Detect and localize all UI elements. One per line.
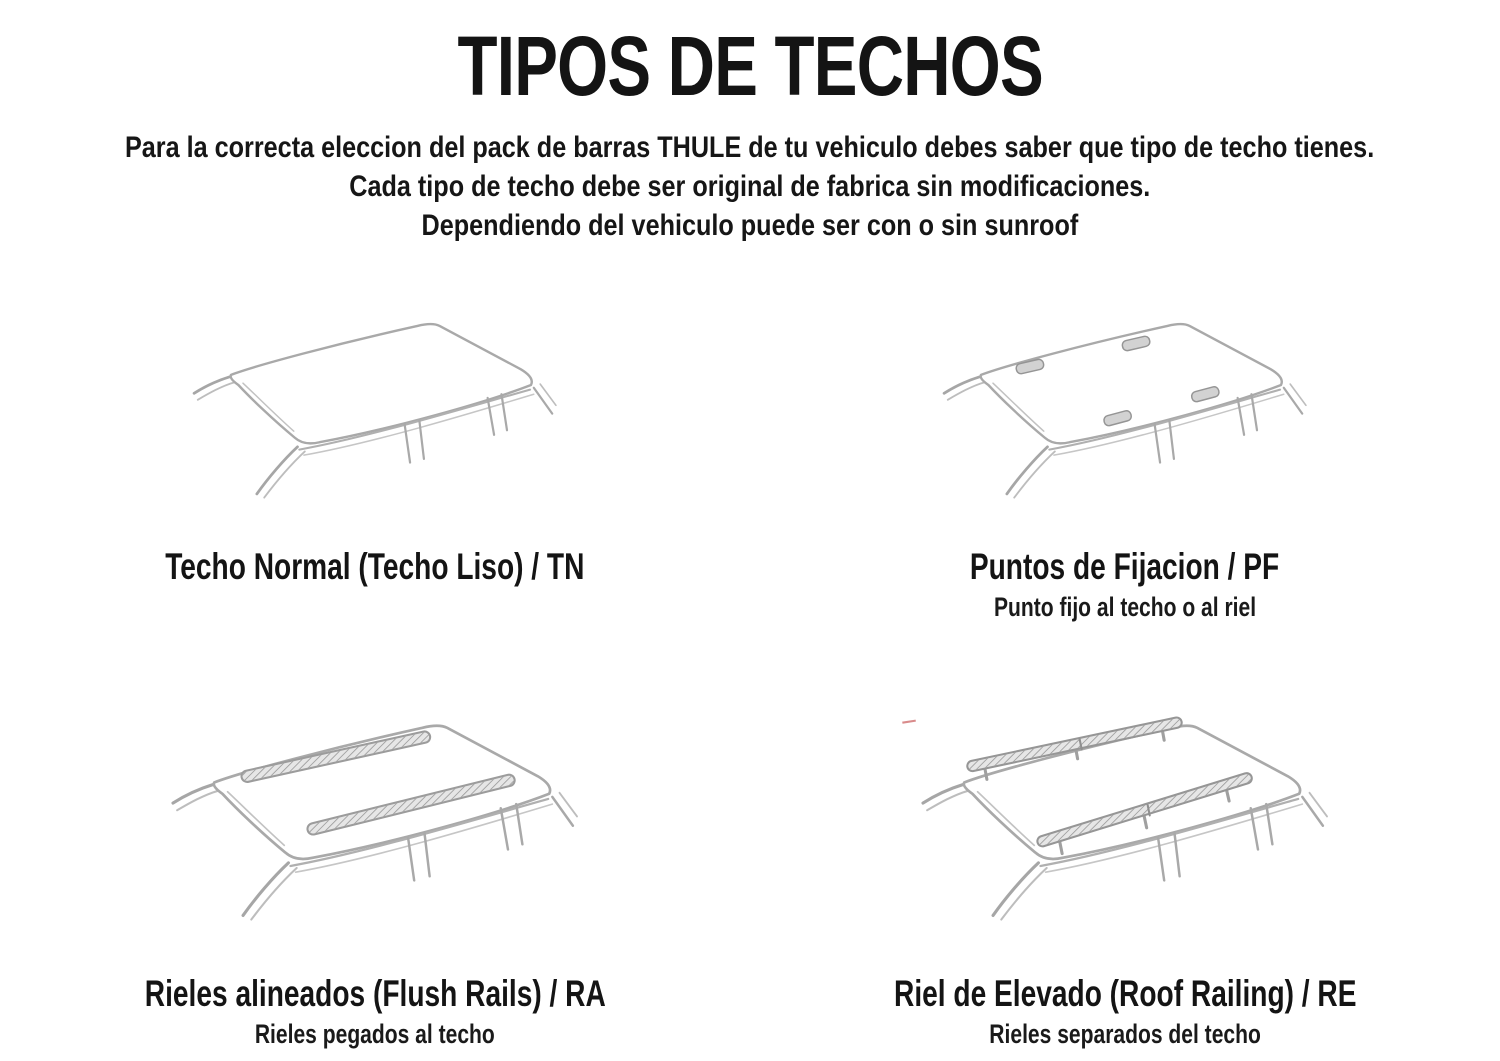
roof-card-tn (40, 301, 710, 624)
intro-line-2: Cada tipo de techo debe ser original de fabrica sin modificaciones. (349, 169, 1151, 203)
roof-label-re: Riel de Elevado (Roof Railing) / RE (893, 973, 1357, 1014)
roof-label-tn: Techo Normal (Techo Liso) / TN (165, 546, 585, 587)
roof-card-pf (790, 301, 1460, 624)
flush-rails (247, 737, 509, 829)
roof-sublabel-re: Rieles separados del techo (989, 1019, 1261, 1049)
roof-sublabel-pf: Punto fijo al techo o al riel (993, 592, 1257, 622)
page-title-text: TIPOS DE TECHOS (457, 18, 1043, 113)
normal-roof-art (25, 301, 725, 541)
intro-paragraph (0, 128, 1500, 245)
roof-label-pf: Puntos de Fijacion / PF (970, 546, 1280, 587)
flush-rails-roof-illustration (125, 700, 625, 968)
roof-caption-re (750, 968, 1500, 1051)
roof-types-grid (0, 285, 1500, 1061)
infographic-page (0, 16, 1500, 1061)
intro-line-1: Para la correcta eleccion del pack de barras THULE de tu vehiculo debes saber que tipo de techo tienes. (125, 130, 1375, 164)
roof-label-ra: Rieles alineados (Flush Rails) / RA (144, 973, 606, 1014)
raised-rails-roof-illustration (875, 700, 1375, 968)
normal-roof-illustration (145, 301, 605, 541)
raised-rails-roof-art (775, 700, 1475, 968)
roof-caption-ra (0, 968, 750, 1051)
roof-card-re (790, 700, 1460, 1051)
intro-line-3: Dependiendo del vehiculo puede ser con o sin sunroof (421, 208, 1079, 242)
roof-sublabel-ra: Rieles pegados al techo (255, 1019, 495, 1049)
page-title (0, 16, 1500, 116)
roof-caption-tn (0, 541, 750, 591)
red-artifact-mark (902, 721, 915, 723)
roof-caption-pf (750, 541, 1500, 624)
fixation-points-roof-illustration (895, 301, 1355, 541)
fixation-points-roof-art (775, 301, 1475, 541)
roof-card-ra (40, 700, 710, 1051)
flush-rails-roof-art (25, 700, 725, 968)
